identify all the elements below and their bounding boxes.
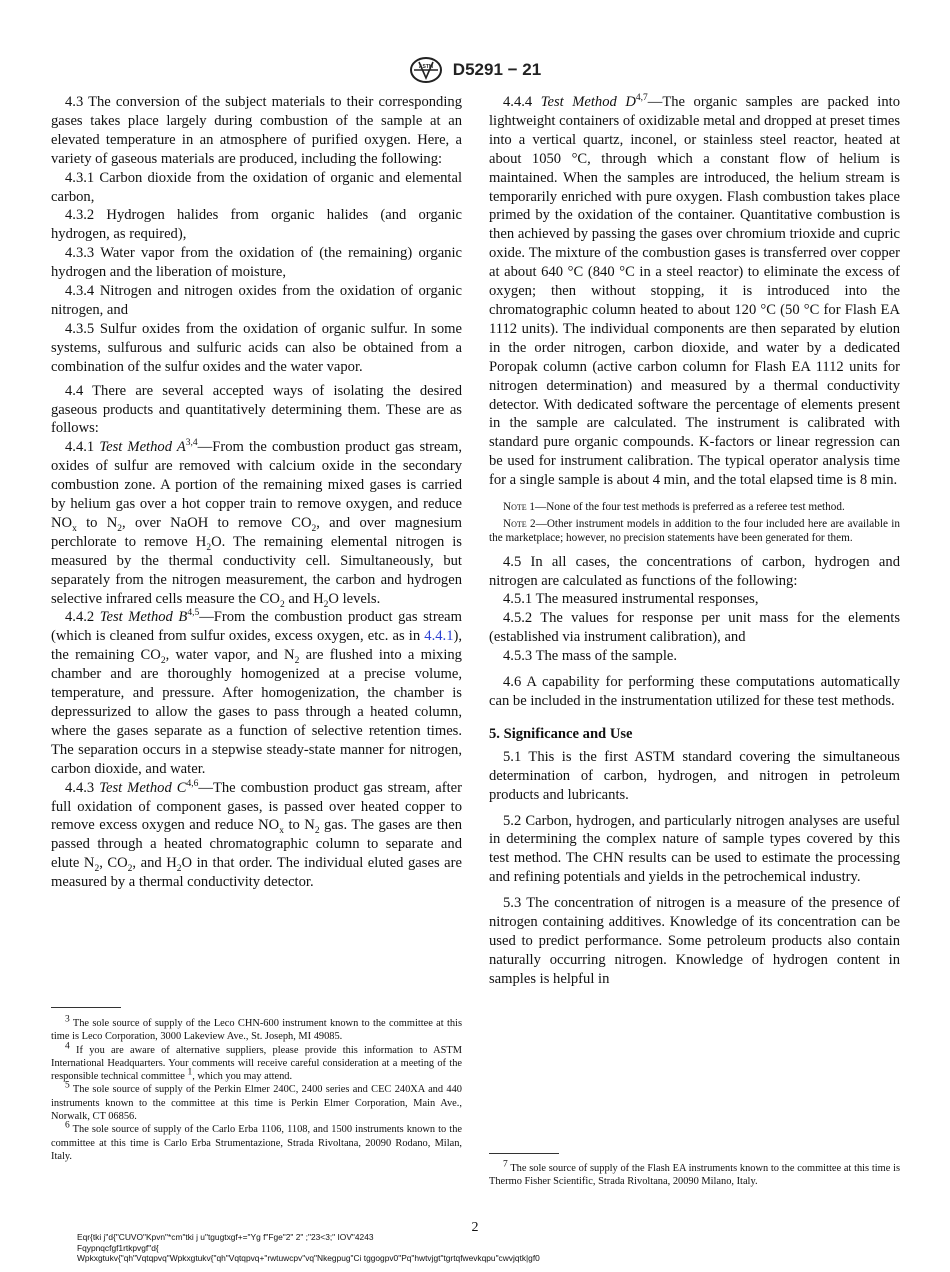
paragraph-4-3-5: 4.3.5 Sulfur oxides from the oxidation of organic sulfur. In some systems, sulfurous and sulfuric acids can also be obtained from a combination of the sulfur oxides and the water vapor. <box>51 320 462 375</box>
subscript: 2 <box>206 542 212 553</box>
method-title: Test Method D <box>540 94 636 110</box>
note-text: —Other instrument models in addition to the four included here are available in the marketplace; however, no precision statements have been generated for them. <box>489 518 900 545</box>
subscript: 2 <box>311 523 317 534</box>
paragraph-4-4-1 <box>51 438 462 608</box>
text-run: , and H <box>132 855 177 872</box>
footnotes-left <box>51 1014 462 1163</box>
paragraph-4-6: 4.6 A capability for performing these computations automatically can be included in the instrumentation utilized for these test methods. <box>489 674 900 709</box>
footnote-number: 6 <box>65 1120 70 1131</box>
text-run: and H <box>284 590 324 607</box>
method-title: Test Method B <box>99 609 188 626</box>
text-run: —The combustion product gas stream, after full oxidation of component gases, is passed over heated copper to remove excess oxygen and reduce NO <box>51 779 462 834</box>
subscript: x <box>279 826 284 837</box>
subscript: 2 <box>294 656 300 667</box>
method-title: Test Method C <box>99 779 187 796</box>
subscript: 2 <box>323 599 329 610</box>
subscript: 2 <box>94 864 100 875</box>
paragraph-5-2: 5.2 Carbon, hydrogen, and particularly nitrogen analyses are useful in determining the complex nature of sample types covered by this test method. The CHN results can be used to estimate the processing and refining potentials and yields in the petrochemical industry. <box>489 812 900 886</box>
paragraph-4-3: 4.3 The conversion of the subject materials to their corresponding gases takes place largely during combustion of the sample at an elevated temperature in an atmosphere of purified oxygen. Here, a variety of gaseous materials are produced, including the following: <box>51 94 462 167</box>
paragraph-4-4-2 <box>51 608 462 778</box>
paragraph-4-3-3: 4.3.3 Water vapor from the oxidation of (the remaining) organic hydrogen and the liberation of moisture, <box>51 245 462 281</box>
footnote-ref: 1 <box>187 1067 193 1078</box>
footnote-3 <box>51 1014 462 1044</box>
footnote-4 <box>51 1041 462 1084</box>
svg-text:ASTM: ASTM <box>418 64 433 70</box>
paragraph-5-1: 5.1 This is the first ASTM standard covering the simultaneous determination of carbon, hydrogen, and nitrogen in petroleum products and lubricants. <box>489 748 900 803</box>
page-number: 2 <box>471 1220 479 1235</box>
text-run: , CO <box>99 855 128 872</box>
stamp-line: Fqypnqcfgf1rtkpvgf"d{ <box>77 1242 159 1253</box>
text-run: —The organic samples are packed into lightweight containers of oxidizable metal and dropped at preset times into a vertical quartz, inconel, or stainless steel reactor, heated at about 1050 °C, through which a constant flow of helium is maintained. When the samples are introduced, the helium stream is temporarily enriched with pure oxygen. Flash combustion takes place primed by the oxidation of the container. Quantitative combustion is then achieved by passing the gases over chromium trioxide and cupric oxide. The mixture of the combustion gases is transferred over copper at about 640 °C (840 °C in a steel reactor) to eliminate the excess of oxygen; then without stopping, it is introduced into the chromatographic column heated to about 120 °C (50 °C for Flash EA 1112 units). The individual components are then separated by elution in the order nitrogen, carbon dioxide, and water by a dedicated Poropak column (active carbon column for Flash EA 1112 units for nitrogen determination) and measured by a thermal conductivity detector. With dedicated software the percentage of elements present in the sample are calculated. The instrument is calibrated with standard pure organic compounds. K-factors or linear regression can be used for instrument calibration. The typical operator analysis time for a single sample is about 4 min, and the total elapsed time is 8 min. <box>489 94 900 489</box>
footnote-number: 4 <box>65 1041 70 1052</box>
subscript: 2 <box>314 826 320 837</box>
note-1 <box>489 500 900 514</box>
text-run: O. The remaining elemental nitrogen is measured by the thermal conductivity cell. Simultaneously, but separately from the nitrogen measurement, the carbon and hydrogen selective infrared cells measure the CO <box>51 533 462 607</box>
footnote-ref: 4,6 <box>186 778 199 789</box>
paragraph-4-5: 4.5 In all cases, the concentrations of carbon, hydrogen and nitrogen are calculated as functions of the following: <box>489 553 900 589</box>
page-header <box>0 56 950 84</box>
note-label: Note 2 <box>503 518 536 531</box>
subscript: 2 <box>117 523 123 534</box>
text-run: to N <box>283 817 315 834</box>
footnote-number: 5 <box>65 1081 70 1092</box>
subscript: 2 <box>127 864 133 875</box>
footnote-divider <box>489 1153 559 1154</box>
cross-reference-link[interactable]: 4.4.1 <box>424 628 454 645</box>
text-run: —From the combustion product gas stream (which is cleaned from sulfur oxides, excess oxygen, etc. as in <box>51 609 462 645</box>
text-run: are flushed into a mixing chamber and are thoroughly homogenized at a precise volume, temperature, and pressure. After homogenization, the chamber is depressurized to allow the gases to pass through a heated column, where the gases separate as a function of selective retention times. The separation occurs in a stepwise steady-state manner for nitrogen, carbon dioxide, and water. <box>51 647 462 777</box>
subscript: 2 <box>160 656 166 667</box>
paragraph-4-5-1: 4.5.1 The measured instrumental responses, <box>503 591 759 608</box>
footnote-6 <box>51 1120 462 1163</box>
note-label: Note 1 <box>503 501 536 514</box>
footnote-7 <box>489 1159 900 1189</box>
footnote-ref: 4,5 <box>187 608 200 619</box>
left-column <box>51 93 462 892</box>
astm-logo-icon <box>409 56 443 84</box>
document-designation: D5291 − 21 <box>452 60 542 79</box>
footnote-number: 7 <box>503 1159 508 1170</box>
paragraph-5-3: 5.3 The concentration of nitrogen is a measure of the presence of nitrogen containing additives. Knowledge of its concentration can be used to predict performance. Some petroleum products also contain naturally occurring nitrogen. Knowledge of hydrogen content in samples is helpful in <box>489 895 900 987</box>
paragraph-4-4-3 <box>51 779 462 892</box>
paragraph-4-5-3: 4.5.3 The mass of the sample. <box>503 648 678 665</box>
footnote-text: , which you may attend. <box>192 1071 293 1083</box>
subscript: x <box>72 523 77 534</box>
text-run: gas. The gases are then passed through a heated chromatographic column to separate and elute N <box>51 817 463 872</box>
paragraph-4-3-2: 4.3.2 Hydrogen halides from organic halides (and organic hydrogen, as required), <box>51 207 462 243</box>
paragraph-4-5-2: 4.5.2 The values for response per unit mass for the elements (established via instrument calibration), and <box>489 610 900 646</box>
section-5-heading: 5. Significance and Use <box>489 725 633 742</box>
paragraph-4-3-1: 4.3.1 Carbon dioxide from the oxidation of organic and elemental carbon, <box>51 169 462 205</box>
stamp-line: Eqr{tki j"d{"CUVO"Kpvn"*cm"tki j u"tgugtxgf+="Yg f"Fge"2" 2" ;"23<3;" IOV"4243 <box>77 1232 374 1242</box>
footnote-ref: 3,4 <box>185 438 198 449</box>
text-run: ), the remaining CO <box>51 628 462 664</box>
text-run: to N <box>76 514 118 531</box>
right-column <box>489 93 900 989</box>
footnote-text: The sole source of supply of the Leco CHN-600 instrument known to the committee at this time is Leco Corporation, 3000 Lakeview Ave., St. Joseph, MI 49085. <box>51 1018 462 1043</box>
footnotes-right <box>489 1159 900 1189</box>
download-stamp <box>77 1232 777 1264</box>
text-run: , water vapor, and N <box>165 647 295 664</box>
text-run: O in that order. The individual eluted gases are measured by a thermal conductivity detector. <box>51 855 462 891</box>
footnote-number: 3 <box>65 1014 70 1025</box>
paragraph-number: 4.4.1 <box>65 439 100 456</box>
footnote-ref: 4,7 <box>635 93 648 104</box>
method-title: Test Method A <box>99 439 186 456</box>
paragraph-number: 4.4.2 <box>65 609 100 626</box>
stamp-line: Wpkxgtukv{"qh"Vqtqpvq"Wpkxgtukv{"qh"Vqtqpvq+"rwtuwcpv"vq"Nkegpug"Ci tggogpv0"Pq"hwtvjgt"tgrtqfwevkqpu"cwvjqtk|gf0 <box>77 1253 540 1264</box>
footnote-5 <box>51 1083 462 1123</box>
paragraph-4-3-4: 4.3.4 Nitrogen and nitrogen oxides from the oxidation of organic nitrogen, and <box>51 283 462 318</box>
note-text: —None of the four test methods is preferred as a referee test method. <box>535 501 845 514</box>
paragraph-4-4-4 <box>489 93 900 490</box>
footnote-text: The sole source of supply of the Carlo Erba 1106, 1108, and 1500 instruments known to the committee at this time is Carlo Erba Strumentazione, Strada Rivoltana, 20090 Rodano, Milan, Italy. <box>51 1124 462 1162</box>
paragraph-number: 4.4.4 <box>503 94 541 110</box>
note-2 <box>489 517 900 545</box>
footnote-text: If you are aware of alternative suppliers, please provide this information to ASTM International Headquarters. Your comments will receive careful consideration at a meeting of the responsible technical committee <box>51 1044 462 1083</box>
subscript: 2 <box>279 599 285 610</box>
text-run: —From the combustion product gas stream, oxides of sulfur are removed with calcium oxide in the secondary combustion zone. A portion of the remaining mixed gases is carried by helium gas over a hot copper train to remove oxygen, and reduce NO <box>51 439 462 531</box>
subscript: 2 <box>176 864 182 875</box>
paragraph-4-4: 4.4 There are several accepted ways of isolating the desired gaseous products and quantitatively determining them. These are as follows: <box>51 382 462 437</box>
footnote-text: The sole source of supply of the Flash EA instruments known to the committee at this time is Thermo Fisher Scientific, Strada Rivoltana, 20090 Milano, Italy. <box>489 1163 900 1188</box>
paragraph-number: 4.4.3 <box>65 779 100 796</box>
text-run: O levels. <box>328 590 381 607</box>
footnote-divider <box>51 1007 121 1008</box>
text-run: , and over magnesium perchlorate to remove H <box>51 514 462 550</box>
text-run: , over NaOH to remove CO <box>122 514 312 531</box>
footnote-text: The sole source of supply of the Perkin Elmer 240C, 2400 series and CEC 240XA and 440 instruments known to the committee at this time is Perkin Elmer Corporation, Main Ave., Norwalk, CT 06856. <box>51 1084 462 1123</box>
